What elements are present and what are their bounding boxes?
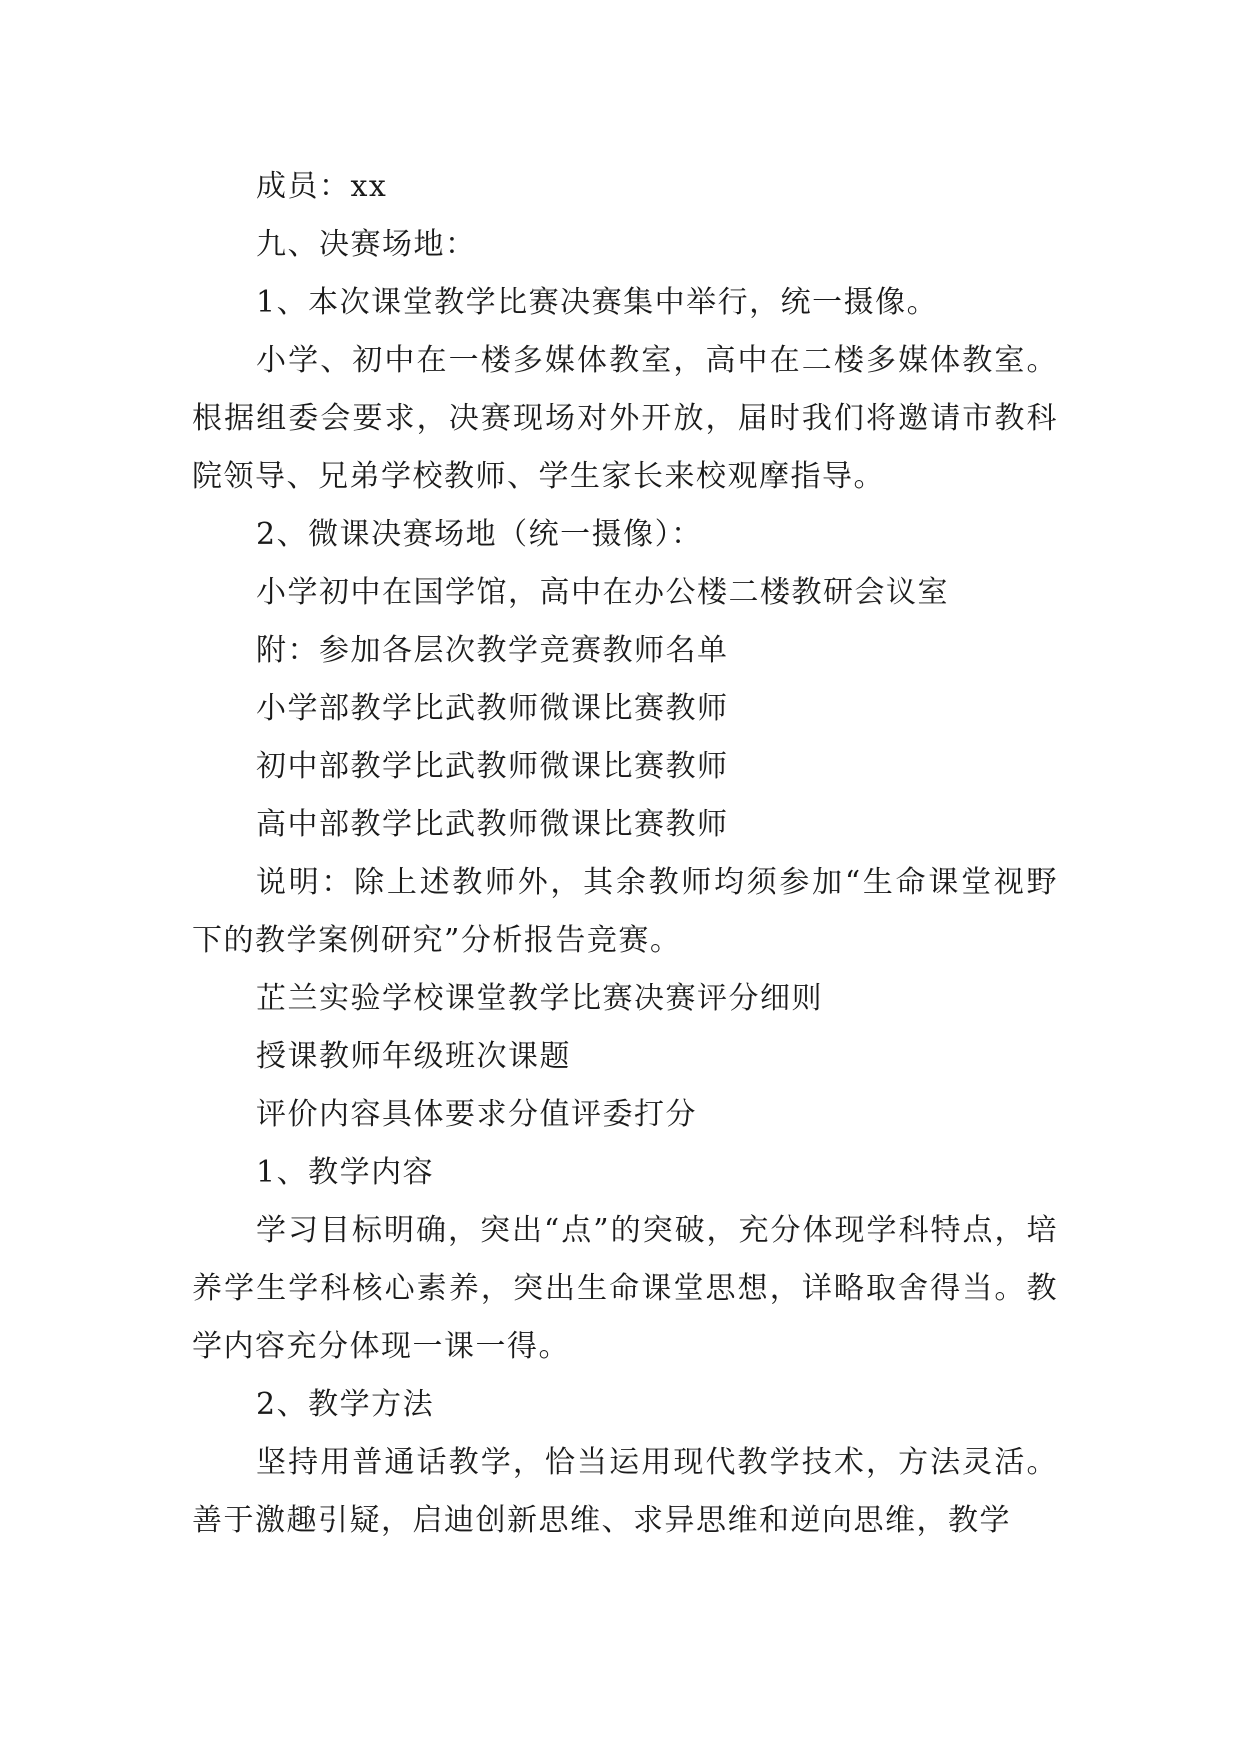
paragraph-appendix-title: 附：参加各层次教学竞赛教师名单 [256,633,729,668]
paragraph-note: 说明：除上述教师外，其余教师均须参加“生命课堂视野下的教学案例研究”分析报告竞赛。 [192,865,1058,958]
paragraph-teaching-method: 坚持用普通话教学，恰当运用现代教学技术，方法灵活。善于激趣引疑，启迪创新思维、求异思维和逆向思维，教学 [192,1445,1058,1538]
paragraph-teaching-content: 学习目标明确，突出“点”的突破，充分体现学科特点，培养学生学科核心素养，突出生命课堂思想，详略取舍得当。教学内容充分体现一课一得。 [192,1213,1058,1364]
heading-final-venue: 九、决赛场地： [256,227,477,262]
paragraph-venue-item-1: 1、本次课堂教学比赛决赛集中举行，统一摄像。 [256,285,939,320]
paragraph-middle-teachers: 初中部教学比武教师微课比赛教师 [256,749,729,784]
paragraph-table-header-2: 评价内容具体要求分值评委打分 [256,1097,697,1132]
paragraph-venue-details: 小学、初中在一楼多媒体教室，高中在二楼多媒体教室。根据组委会要求，决赛现场对外开放，届时我们将邀请市教科院领导、兄弟学校教师、学生家长来校观摩指导。 [192,343,1058,494]
paragraph-micro-lesson-venue: 小学初中在国学馆，高中在办公楼二楼教研会议室 [256,575,949,610]
paragraph-members: 成员：xx [256,169,388,204]
paragraph-high-teachers: 高中部教学比武教师微课比赛教师 [256,807,729,842]
paragraph-table-header-1: 授课教师年级班次课题 [256,1039,571,1074]
paragraph-venue-item-2: 2、微课决赛场地（统一摄像）： [256,517,703,552]
document-body [192,158,1058,1550]
paragraph-primary-teachers: 小学部教学比武教师微课比赛教师 [256,691,729,726]
heading-teaching-method: 2、教学方法 [256,1387,435,1422]
paragraph-scoring-title: 芷兰实验学校课堂教学比赛决赛评分细则 [256,981,823,1016]
heading-teaching-content: 1、教学内容 [256,1155,435,1190]
